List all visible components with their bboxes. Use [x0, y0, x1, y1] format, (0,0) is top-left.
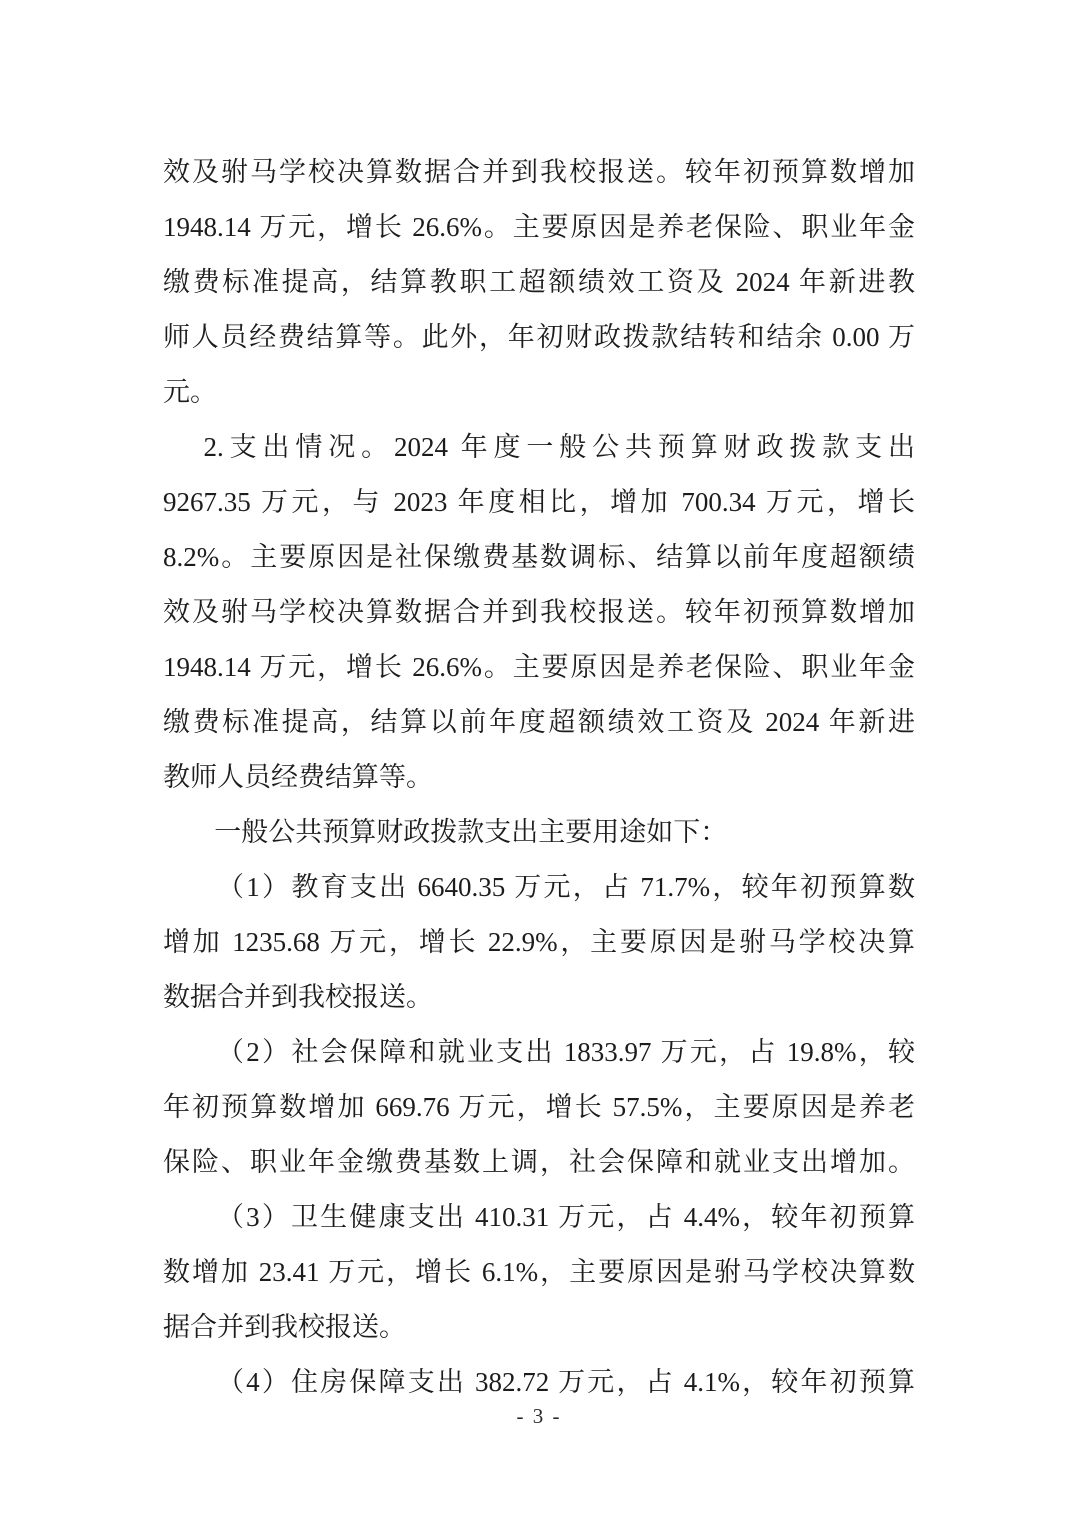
text-line: 9267.35 万元，与 2023 年度相比，增加 700.34 万元，增长 [163, 487, 915, 517]
text-line: 1948.14 万元，增长 26.6%。主要原因是养老保险、职业年金 [163, 652, 915, 682]
page-number: - 3 - [516, 1404, 562, 1428]
text-line: 1948.14 万元，增长 26.6%。主要原因是养老保险、职业年金 [163, 212, 915, 242]
text-line: （4）住房保障支出 382.72 万元，占 4.1%，较年初预算 [217, 1367, 915, 1397]
text-line: 年初预算数增加 669.76 万元，增长 57.5%，主要原因是养老 [163, 1092, 915, 1122]
text-line: （1）教育支出 6640.35 万元，占 71.7%，较年初预算数 [217, 872, 915, 902]
text-line: 增加 1235.68 万元，增长 22.9%，主要原因是驸马学校决算 [163, 927, 915, 957]
text-line: 缴费标准提高，结算教职工超额绩效工资及 2024 年新进教 [163, 267, 915, 297]
text-line: 数据合并到我校报送。 [163, 982, 433, 1012]
text-line: 元。 [163, 377, 217, 407]
text-line: 一般公共预算财政拨款支出主要用途如下： [214, 817, 728, 847]
text-line: 师人员经费结算等。此外，年初财政拨款结转和结余 0.00 万 [163, 322, 915, 352]
text-line: 数增加 23.41 万元，增长 6.1%，主要原因是驸马学校决算数 [163, 1257, 915, 1287]
text-line: 保险、职业年金缴费基数上调，社会保障和就业支出增加。 [163, 1147, 915, 1177]
text-line: 效及驸马学校决算数据合并到我校报送。较年初预算数增加 [163, 157, 915, 187]
text-line: （2）社会保障和就业支出 1833.97 万元，占 19.8%，较 [217, 1037, 915, 1067]
text-line: （3）卫生健康支出 410.31 万元，占 4.4%，较年初预算 [217, 1202, 915, 1232]
text-block [163, 145, 915, 1410]
text-line: 效及驸马学校决算数据合并到我校报送。较年初预算数增加 [163, 597, 915, 627]
text-line: 教师人员经费结算等。 [163, 762, 433, 792]
text-line: 8.2%。主要原因是社保缴费基数调标、结算以前年度超额绩 [163, 542, 915, 572]
text-line: 2.支出情况。2024 年度一般公共预算财政拨款支出 [203, 432, 915, 462]
text-line: 据合并到我校报送。 [163, 1312, 406, 1342]
text-line: 缴费标准提高，结算以前年度超额绩效工资及 2024 年新进 [163, 707, 915, 737]
